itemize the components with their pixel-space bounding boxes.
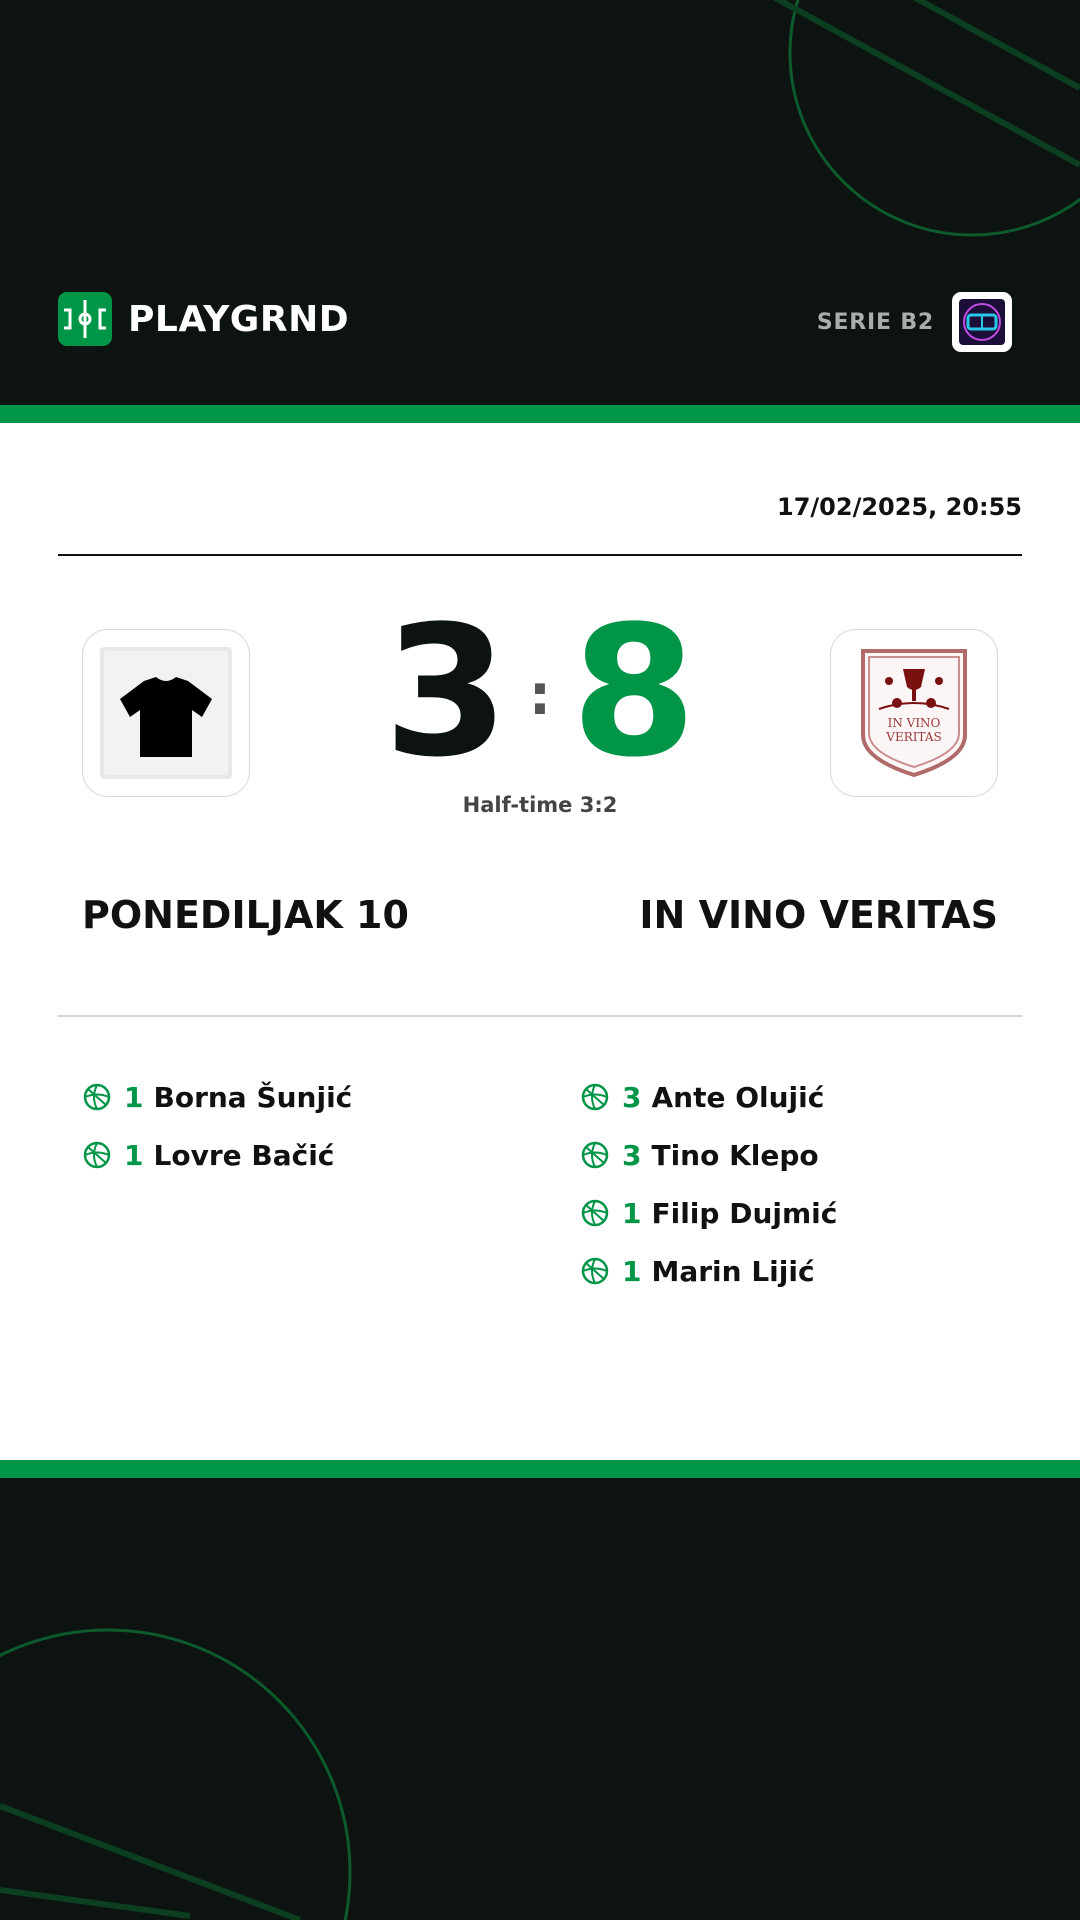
ball-icon xyxy=(82,1140,112,1170)
goal-count: 1 xyxy=(124,1138,144,1172)
ball-icon xyxy=(82,1082,112,1112)
goal-count: 3 xyxy=(622,1080,642,1114)
divider xyxy=(58,1015,1022,1017)
home-scorers-list xyxy=(82,1068,352,1184)
player-name[interactable]: Lovre Bačić xyxy=(153,1138,335,1172)
match-card xyxy=(0,423,1080,1460)
scorer-row xyxy=(82,1126,352,1184)
ball-icon xyxy=(580,1198,610,1228)
away-team-name[interactable]: IN VINO VERITAS xyxy=(639,893,998,937)
ball-icon xyxy=(580,1082,610,1112)
divider xyxy=(58,554,1022,556)
goal-count: 1 xyxy=(622,1254,642,1288)
b2-league-logo-icon xyxy=(952,292,1012,352)
crest-text-line-2: VERITAS xyxy=(886,730,942,744)
away-team-logo[interactable] xyxy=(830,629,998,797)
league-name: SERIE B2 xyxy=(816,309,934,335)
pitch-icon xyxy=(58,292,112,346)
scorer-row xyxy=(82,1068,352,1126)
crest-text-line-1: IN VINO xyxy=(887,716,941,730)
header xyxy=(0,0,1080,405)
player-name[interactable]: Ante Olujić xyxy=(651,1080,825,1114)
brand[interactable] xyxy=(58,292,349,346)
ball-icon xyxy=(580,1256,610,1286)
home-team-name[interactable]: PONEDILJAK 10 xyxy=(82,893,409,937)
match-datetime: 17/02/2025, 20:55 xyxy=(777,493,1022,521)
goal-count: 1 xyxy=(124,1080,144,1114)
league[interactable] xyxy=(817,292,1012,352)
player-name[interactable]: Filip Dujmić xyxy=(651,1196,838,1230)
brand-name: PLAYGRND xyxy=(128,298,350,340)
away-score: 8 xyxy=(571,588,697,797)
player-name[interactable]: Borna Šunjić xyxy=(153,1080,353,1114)
accent-stripe-bottom xyxy=(0,1460,1080,1478)
accent-stripe-top xyxy=(0,405,1080,423)
scorer-row xyxy=(580,1068,837,1126)
scorer-row xyxy=(580,1126,837,1184)
scorer-row xyxy=(580,1184,837,1242)
goal-count: 3 xyxy=(622,1138,642,1172)
player-name[interactable]: Marin Lijić xyxy=(651,1254,815,1288)
player-name[interactable]: Tino Klepo xyxy=(651,1138,819,1172)
halftime-score: Half-time 3:2 xyxy=(462,793,618,817)
goal-count: 1 xyxy=(622,1196,642,1230)
score-separator: : xyxy=(528,663,552,728)
in-vino-veritas-crest-icon xyxy=(859,647,969,779)
ball-icon xyxy=(580,1140,610,1170)
scorer-row xyxy=(580,1242,837,1300)
home-score: 3 xyxy=(383,588,509,797)
away-scorers-list xyxy=(580,1068,837,1300)
